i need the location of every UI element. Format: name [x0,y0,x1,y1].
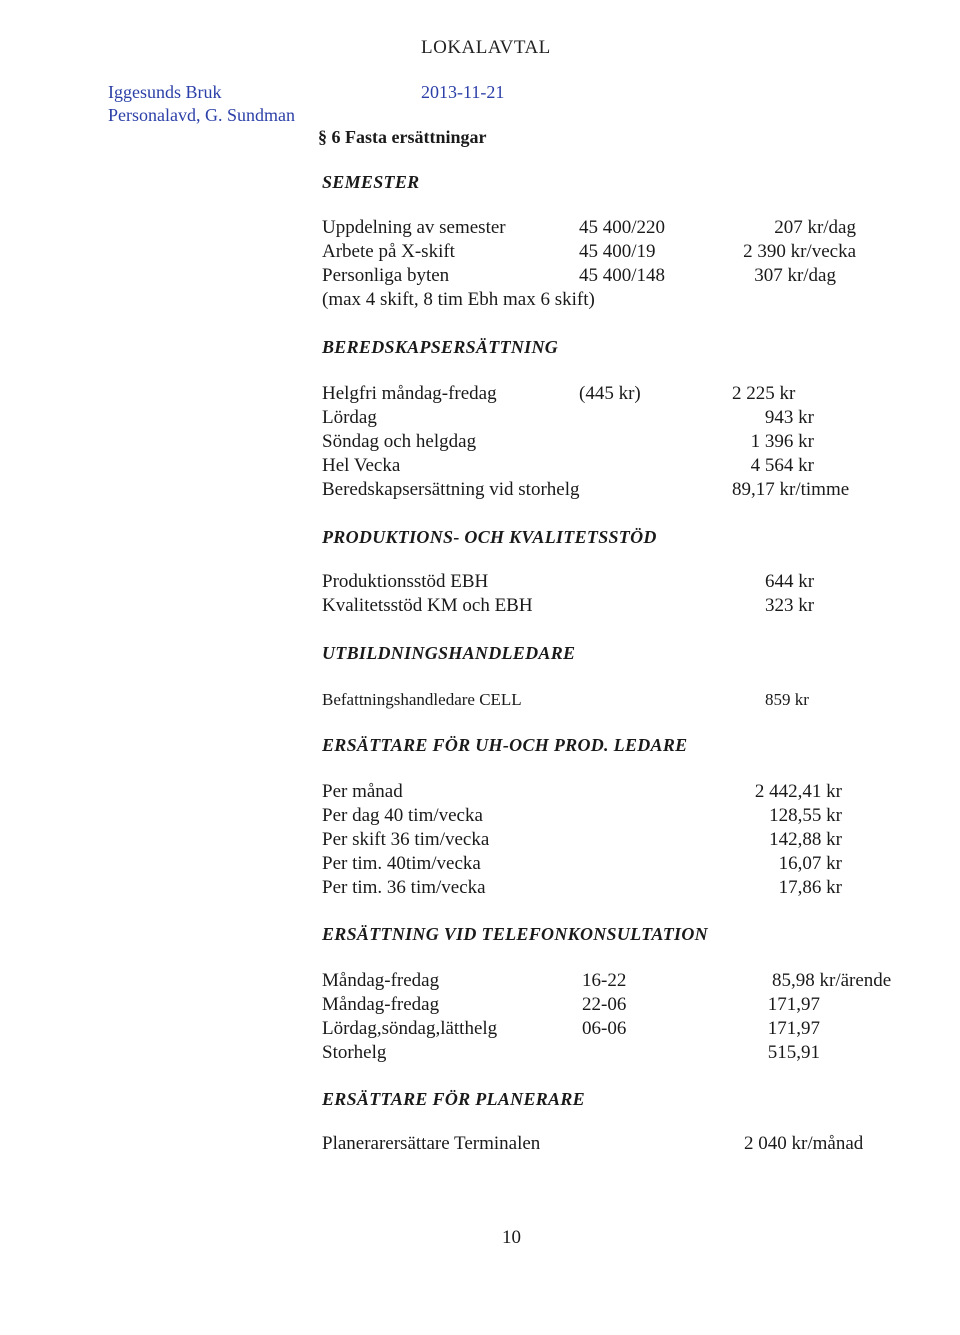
section-heading-semester: SEMESTER [322,172,420,192]
row-calc: (445 kr) [579,383,641,404]
row-label: Beredskapsersättning vid storhelg [322,479,580,500]
row-value: 85,98 kr/ärende [772,970,892,991]
table-row [322,570,922,594]
row-label: Arbete på X-skift [322,241,455,262]
table-row [322,240,922,264]
row-value: 2 442,41 kr [754,781,842,802]
document-date: 2013-11-21 [421,82,505,102]
table-row [322,264,922,288]
row-value: 644 kr [765,571,815,592]
row-value: 89,17 kr/timme [732,479,850,500]
row-value: 2 390 kr/vecka [743,241,856,262]
table-row [322,478,922,502]
row-label: Måndag-fredag [322,994,440,1015]
table-row-note [322,288,922,312]
row-value: 2 040 kr/månad [744,1133,864,1154]
row-label: Uppdelning av semester [322,217,506,238]
row-note: (max 4 skift, 8 tim Ebh max 6 skift) [322,289,595,310]
row-value: 859 kr [765,690,809,709]
row-label: Per dag 40 tim/vecka [322,805,483,826]
department-author: Personalavd, G. Sundman [108,105,295,125]
row-label: Produktionsstöd EBH [322,571,489,592]
table-row [322,382,922,406]
section-heading-telefon: ERSÄTTNING VID TELEFONKONSULTATION [322,924,708,944]
table-row [322,993,922,1017]
row-value: 1 396 kr [750,431,814,452]
table-row [322,876,922,900]
row-value: 323 kr [765,595,815,616]
paragraph-heading: § 6 Fasta ersättningar [318,127,487,147]
row-label: Per tim. 36 tim/vecka [322,877,486,898]
table-row [322,1132,922,1156]
row-value: 515,91 [767,1042,820,1063]
table-row [322,1041,922,1065]
row-label: Storhelg [322,1042,387,1063]
document-title: LOKALAVTAL [421,37,551,58]
row-calc: 45 400/19 [579,241,656,262]
row-label: Befattningshandledare CELL [322,690,522,709]
row-value: 171,97 [767,1018,820,1039]
table-row [322,594,922,618]
section-heading-planerare: ERSÄTTARE FÖR PLANERARE [322,1089,585,1109]
row-label: Helgfri måndag-fredag [322,383,497,404]
row-time: 22-06 [582,994,627,1015]
row-value: 2 225 kr [732,383,796,404]
row-value: 4 564 kr [750,455,814,476]
row-value: 128,55 kr [769,805,842,826]
row-label: Lördag,söndag,lätthelg [322,1018,498,1039]
table-row [322,780,922,804]
row-label: Per skift 36 tim/vecka [322,829,490,850]
section-heading-utbildning: UTBILDNINGSHANDLEDARE [322,643,576,663]
row-label: Kvalitetsstöd KM och EBH [322,595,533,616]
table-row [322,454,922,478]
page-number: 10 [502,1227,521,1248]
company-name: Iggesunds Bruk [108,82,222,102]
row-value: 17,86 kr [778,877,842,898]
table-row [322,406,922,430]
row-calc: 45 400/220 [579,217,666,238]
table-row [322,688,922,712]
row-label: Per månad [322,781,403,802]
section-heading-beredskap: BEREDSKAPSERSÄTTNING [322,337,559,357]
row-value: 16,07 kr [778,853,842,874]
row-value: 307 kr/dag [754,265,836,286]
row-label: Söndag och helgdag [322,431,477,452]
table-row [322,1017,922,1041]
table-row [322,828,922,852]
section-heading-ersattare-uh: ERSÄTTARE FÖR UH-OCH PROD. LEDARE [322,735,688,755]
row-time: 06-06 [582,1018,627,1039]
row-label: Planerarersättare Terminalen [322,1133,541,1154]
row-value: 943 kr [764,407,814,428]
row-calc: 45 400/148 [579,265,666,286]
table-row [322,852,922,876]
table-row [322,216,922,240]
row-label: Hel Vecka [322,455,401,476]
row-time: 16-22 [582,970,627,991]
row-label: Lördag [322,407,377,428]
row-value: 142,88 kr [769,829,842,850]
row-label: Måndag-fredag [322,970,440,991]
row-value: 207 kr/dag [774,217,856,238]
section-heading-produktion: PRODUKTIONS- OCH KVALITETSSTÖD [322,527,657,547]
row-label: Per tim. 40tim/vecka [322,853,481,874]
table-row [322,969,922,993]
table-row [322,804,922,828]
row-value: 171,97 [767,994,820,1015]
row-label: Personliga byten [322,265,450,286]
table-row [322,430,922,454]
